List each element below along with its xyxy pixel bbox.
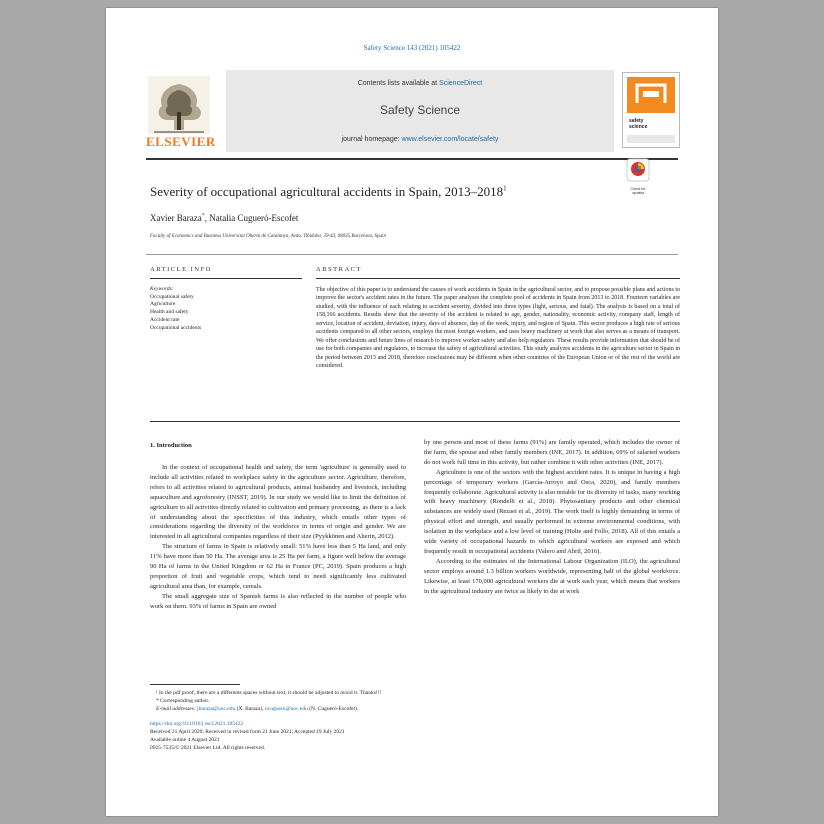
crossmark-icon bbox=[626, 158, 650, 182]
paragraph: by one person and most of these farms (91%) are family operated, which includes the owner of the farm, the spouse and other family members (INE, 2017). In addition, 69% of salaried workers do not work full time in this activity, but rather combine it with other activities (INE, 2017). bbox=[424, 439, 680, 466]
section-heading-introduction: 1. Introduction bbox=[150, 442, 192, 449]
paragraph: The small aggregate size of Spanish farms is also reflected in the number of people who work on them. 93% of farms in Spain are owned bbox=[150, 592, 406, 610]
copyright: 0925-7535/© 2021 Elsevier Ltd. All rights reserved. bbox=[150, 745, 266, 751]
keyword-item: Occupational accidents bbox=[150, 324, 202, 331]
journal-header bbox=[226, 70, 614, 152]
journal-title: Safety Science bbox=[379, 103, 461, 117]
journal-citation[interactable]: Safety Science 143 (2021) 105422 bbox=[363, 44, 461, 52]
keyword-item: Occupational safety bbox=[150, 293, 194, 300]
paragraph: In the context of occupational health and safety, the term 'agriculture' is generally used to include all activities related to workplace safety in the agriculture sector. Agriculture, therefore, refers to all activities related to agricultural products, animal husbandry and livestock, including aquaculture and agroforestry (INSST, 2019). In our study we would like to limit the definition of agriculture to all activities directly related to cultivation and primary processing, as there is a lack of understanding about the specificities of this industry, which entails other types of considerations regarding the diversity of the workforce in terms of origin and gender. We are interested in all agricultural companies regardless of their size (Pyykkönen and Aherin, 2012). bbox=[150, 464, 406, 541]
affiliation: Faculty of Economics and Business Universitat Oberta de Catalunya, Avda. Tibidabo, 39-43, 08035 Barcelona, Spain bbox=[150, 234, 386, 239]
paragraph: The structure of farms in Spain is relatively small: 51% have less than 5 Ha land, and only 11% have more than 50 Ha. The average area is 25 Ha per farm, a figure well below the average 90 Ha of farms in the United Kingdom or 62 Ha in France (PC, 2019). Spain produces a high proportion of fruit and vegetable crops, which tend to need significantly less cultivated agricultural area than, for example, cereals. bbox=[150, 543, 406, 590]
abstract-text: The objective of this paper is to understand the causes of work accidents in Spain in the agricultural sector, and to propose possible plans and actions to improve the sector's accident rates in the future. The paper analyses the complete pool of accidents in Spain from 2013 to 2018. Fourteen variables are studied, with the influence of each relating to accident severity, divided into three types (light, serious, and fatal). The analysis is based on a total of 158,166 accidents. Results show that the severity of the accident is related to age, gender, nationality, economic activity, company staff, length of service, location of accident, deviation, injury, days of absence, day of the week, injury, and region of Spain. This sector produces a high rate of serious accidents compared to all other sectors, employs the most foreign workers, and uses heavy machinery at work that also serves as a means of transport. We offer conclusions and future lines of research to improve worker safety and also help regulators. These results provide information that should be of use for both companies and regulators, to increase the safety of agricultural activities. This study analyzes accidents in the agriculture sector in Spain in the period between 2013 and 2018, therefore conclusions may be different when other countries of the European Union or of the rest of the world are considered. bbox=[316, 287, 680, 370]
body-column-right bbox=[424, 438, 680, 597]
footnote-corresponding: * Corresponding author. bbox=[156, 698, 210, 704]
contents-line: Contents lists available at ScienceDirect bbox=[357, 80, 483, 87]
header-rule bbox=[146, 158, 678, 160]
available-online: Available online 4 August 2021 bbox=[150, 737, 220, 743]
cover-title: safety science bbox=[629, 118, 648, 130]
corresponding-mark[interactable]: * bbox=[201, 213, 205, 219]
footnote-1: ¹ In the pdf proof, there are a differents spaces without text, it should be adjusted to avoid it. Thanks!!! bbox=[156, 690, 382, 696]
affil-rule bbox=[146, 254, 678, 255]
abstract-heading: ABSTRACT bbox=[316, 266, 362, 273]
article-page bbox=[106, 8, 718, 816]
keyword-item: Accident rate bbox=[150, 316, 180, 323]
homepage-link[interactable]: www.elsevier.com/locate/safety bbox=[401, 136, 499, 143]
article-info-rule bbox=[150, 278, 302, 279]
email-link-baraza[interactable]: jbaraza@uoc.edu bbox=[197, 706, 236, 712]
footnote-rule bbox=[150, 684, 240, 685]
publication-history bbox=[150, 720, 670, 752]
elsevier-wordmark: ELSEVIER bbox=[146, 134, 216, 149]
email-line: E-mail addresses: jbaraza@uoc.edu (X. Baraza), ncuguero@uoc.edu (N. Cugueró-Escofet). bbox=[156, 706, 359, 712]
abstract-rule bbox=[316, 278, 680, 279]
author-baraza[interactable]: Xavier Baraza bbox=[150, 213, 202, 223]
journal-cover bbox=[622, 72, 680, 148]
keyword-item: Agriculture bbox=[150, 301, 176, 308]
keywords-block bbox=[150, 286, 201, 332]
sciencedirect-link[interactable]: ScienceDirect bbox=[439, 80, 483, 87]
elsevier-tree-logo bbox=[148, 76, 210, 134]
paragraph: Agriculture is one of the sectors with the highest accident rates. It is unique in having a high percentage of temporary workers (García-Arroyo and Osca, 2020), and family members frequently collaborate. Agricultural activity is also notable for its diversity of tasks, many working with heavy machinery (Rondelli et al., 2018). Phytosanitary products and other chemical substances are widely used (Rezaei et al., 2019). The work itself is highly demanding in terms of physical effort and strength, and usually performed in extreme environmental conditions, with isolation in the workplace and a low level of training (Holte and Follo, 2018). All of this entails a wide variety of occupational hazards to which agricultural workers are exposed and which frequently result in occupational accidents (Valero and Abril, 2016). bbox=[424, 468, 680, 555]
footnotes bbox=[156, 689, 676, 713]
article-title: Severity of occupational agricultural accidents in Spain, 2013–2018$^1$ bbox=[150, 184, 507, 199]
keywords-label: Keywords: bbox=[150, 286, 174, 292]
authors: Xavier Baraza*, Natalia Cugueró-Escofet bbox=[150, 213, 299, 223]
article-info-heading: ARTICLE INFO bbox=[150, 266, 212, 273]
homepage-line: journal homepage: www.elsevier.com/locate/safety bbox=[341, 136, 499, 143]
crossmark-badge[interactable]: Check for updates bbox=[626, 158, 650, 192]
paragraph: According to the estimates of the International Labour Organization (ILO), the agricultural sector employs around 1.3 billion workers worldwide, representing half of the global workforce. Likewise, at least 170,000 agricultural workers die at work each year, which means that workers in the agricultural industry are twice as likely to die at work bbox=[424, 557, 680, 595]
abstract-end-rule bbox=[150, 421, 680, 422]
keyword-item: Health and safety bbox=[150, 309, 189, 316]
doi-link[interactable]: https://doi.org/10.1016/j.ssci.2021.105422 bbox=[150, 721, 244, 727]
cover-art bbox=[623, 73, 679, 147]
received-dates: Received 21 April 2020; Received in revised form 21 June 2021; Accepted 19 July 2021 bbox=[150, 729, 345, 735]
body-column-left bbox=[150, 463, 406, 612]
author-cuguero[interactable]: Natalia Cugueró-Escofet bbox=[209, 213, 299, 223]
email-link-cuguero[interactable]: ncuguero@uoc.edu bbox=[265, 706, 308, 712]
